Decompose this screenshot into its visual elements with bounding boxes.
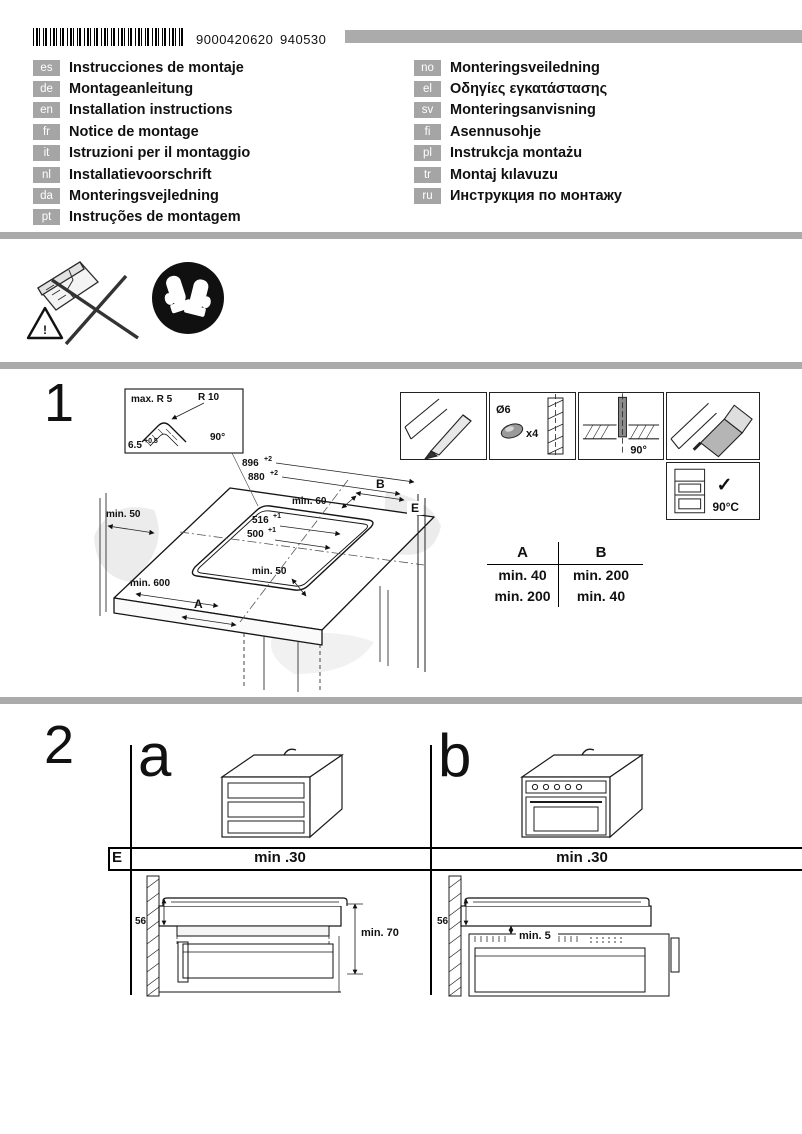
language-code-badge: nl: [33, 167, 60, 183]
language-code-badge: es: [33, 60, 60, 76]
language-item: [414, 185, 622, 206]
language-list-right: [414, 57, 622, 207]
language-code-badge: de: [33, 81, 60, 97]
drill-bit-icon: [619, 393, 627, 454]
language-item: [414, 164, 622, 185]
dim-880: 880: [248, 472, 265, 483]
wall-section: [449, 876, 461, 996]
dim-B: B: [376, 477, 385, 491]
language-item: [414, 78, 622, 99]
check-mark: ✓: [716, 474, 733, 495]
hob-profile: [465, 898, 649, 906]
language-title: Installation instructions: [69, 102, 233, 119]
language-item: [33, 121, 250, 142]
e-row-label: E: [112, 849, 123, 866]
language-item: [33, 164, 250, 185]
corner-detail-box: [125, 389, 258, 506]
dim-min600: min. 600: [130, 578, 171, 589]
clearance-a-value: min .30: [254, 849, 306, 866]
dim-min50-front: min. 50: [252, 566, 287, 577]
cabinet-icon: [675, 469, 705, 513]
dim-500: 500: [247, 529, 264, 540]
warning-triangle-icon: [28, 308, 62, 338]
section-divider: [0, 232, 802, 239]
language-code-badge: da: [33, 188, 60, 204]
table-cell: min. 200: [487, 586, 559, 607]
language-title: Montaj kılavuzu: [450, 166, 558, 183]
barcode: [33, 28, 186, 46]
language-title: Οδηγίες εγκατάστασης: [450, 81, 608, 98]
language-title: Instrukcja montażu: [450, 145, 583, 162]
broken-glass-warning-icon: [22, 250, 150, 352]
worktop-section: [159, 906, 341, 926]
bracket-icon: [284, 749, 296, 755]
language-item: [414, 57, 622, 78]
language-code-badge: ru: [414, 188, 441, 204]
scribe-tool-icon: [401, 393, 486, 459]
language-code-badge: it: [33, 145, 60, 161]
dim-56-a: 56: [135, 916, 147, 927]
language-code-badge: sv: [414, 102, 441, 118]
drill-angle-label: 90°: [630, 444, 647, 457]
drill-hole-icon: [500, 421, 525, 440]
temperature-label: 90°C: [712, 499, 740, 514]
clearance-table: [487, 542, 643, 607]
language-item: [33, 100, 250, 121]
barcode-number: 9000420620: [196, 32, 274, 47]
dim-500-tol: +1: [268, 527, 276, 534]
language-item: [33, 207, 250, 228]
corner-angle-label: 90°: [210, 432, 226, 443]
sealant-brush-icon: [667, 393, 759, 459]
language-title: Monteringsanvisning: [450, 102, 596, 119]
depth-tolerance: +0.5: [144, 438, 158, 445]
language-title: Instrucciones de montaje: [69, 59, 244, 76]
language-list-left: [33, 57, 250, 228]
variant-a-label: a: [138, 722, 172, 789]
language-item: [33, 78, 250, 99]
worktop-section: [461, 906, 651, 926]
header-divider-bar: [345, 30, 802, 43]
dim-E: E: [410, 501, 420, 515]
dim-min60: min. 60: [292, 496, 327, 507]
step-1-number: 1: [44, 373, 75, 433]
step-2-number: 2: [44, 715, 75, 775]
language-item: [414, 100, 622, 121]
variant-b-label: b: [438, 722, 472, 789]
print-code: 940530: [280, 32, 327, 47]
language-title: Инструкция по монтажу: [450, 188, 622, 205]
language-title: Instruções de montagem: [69, 209, 241, 226]
glass-wedge: [38, 262, 98, 310]
language-item: [33, 185, 250, 206]
tool-box-scribe: [400, 392, 487, 460]
oven-section: [469, 934, 679, 996]
dim-min50-left: min. 50: [106, 509, 141, 520]
language-item: [414, 143, 622, 164]
table-cell: min. 40: [576, 588, 626, 604]
table-cell: min. 40: [487, 565, 559, 586]
oven-cabinet-drawing: [490, 747, 660, 845]
dim-516-tol: +1: [273, 513, 281, 520]
language-title: Asennusohje: [450, 123, 542, 140]
table-cell: min. 200: [572, 567, 630, 583]
language-item: [33, 57, 250, 78]
wall-section: [147, 876, 159, 996]
cross-section-a: [133, 874, 425, 1000]
bracket-icon: [582, 749, 594, 755]
dim-896: 896: [242, 458, 259, 469]
section-divider: [0, 362, 802, 369]
e-row-bottom-rule: [108, 869, 802, 871]
language-title: Istruzioni per il montaggio: [69, 145, 251, 162]
table-header-b: B: [559, 542, 643, 565]
language-title: Monteringsvejledning: [69, 188, 219, 205]
tool-box-drill-angle: [578, 392, 664, 460]
radius-10-label: R 10: [198, 392, 220, 403]
cross-section-b: [435, 874, 727, 1000]
drawer-section: [159, 936, 341, 992]
dim-min70: min. 70: [361, 927, 399, 939]
drawer-cabinet-drawing: [190, 747, 360, 845]
wear-gloves-mandatory-icon: [148, 258, 228, 338]
language-title: Installatievoorschrift: [69, 166, 212, 183]
language-title: Notice de montage: [69, 123, 199, 140]
depth-label: 6.5: [128, 440, 142, 451]
language-item: [33, 143, 250, 164]
language-title: Monteringsveiledning: [450, 59, 600, 76]
language-code-badge: fr: [33, 124, 60, 140]
section-divider: [0, 697, 802, 704]
tool-box-drill-diameter: [489, 392, 576, 460]
language-code-badge: pt: [33, 209, 60, 225]
tool-box-temperature: [666, 462, 760, 520]
dim-896-tol: +2: [264, 456, 272, 463]
language-code-badge: fi: [414, 124, 441, 140]
language-code-badge: no: [414, 60, 441, 76]
panel-section-icon: [548, 394, 563, 458]
dim-880-tol: +2: [270, 470, 278, 477]
dim-516: 516: [252, 515, 269, 526]
warning-exclamation: !: [43, 323, 47, 337]
language-code-badge: tr: [414, 167, 441, 183]
clearance-b-value: min .30: [556, 849, 608, 866]
language-item: [414, 121, 622, 142]
language-code-badge: pl: [414, 145, 441, 161]
max-radius-label: max. R 5: [131, 394, 173, 405]
worktop-cutout-drawing: [92, 386, 452, 694]
language-code-badge: en: [33, 102, 60, 118]
tool-box-sealant: [666, 392, 760, 460]
dim-A: A: [194, 597, 203, 611]
e-row-left-rule: [108, 847, 110, 870]
drill-diameter-label: Ø6: [496, 404, 511, 416]
language-title: Montageanleitung: [69, 81, 194, 98]
dim-min5: min. 5: [519, 930, 551, 942]
table-header-a: A: [487, 542, 559, 565]
dim-56-b: 56: [437, 916, 449, 927]
drill-quantity-label: x4: [526, 428, 539, 440]
language-code-badge: el: [414, 81, 441, 97]
